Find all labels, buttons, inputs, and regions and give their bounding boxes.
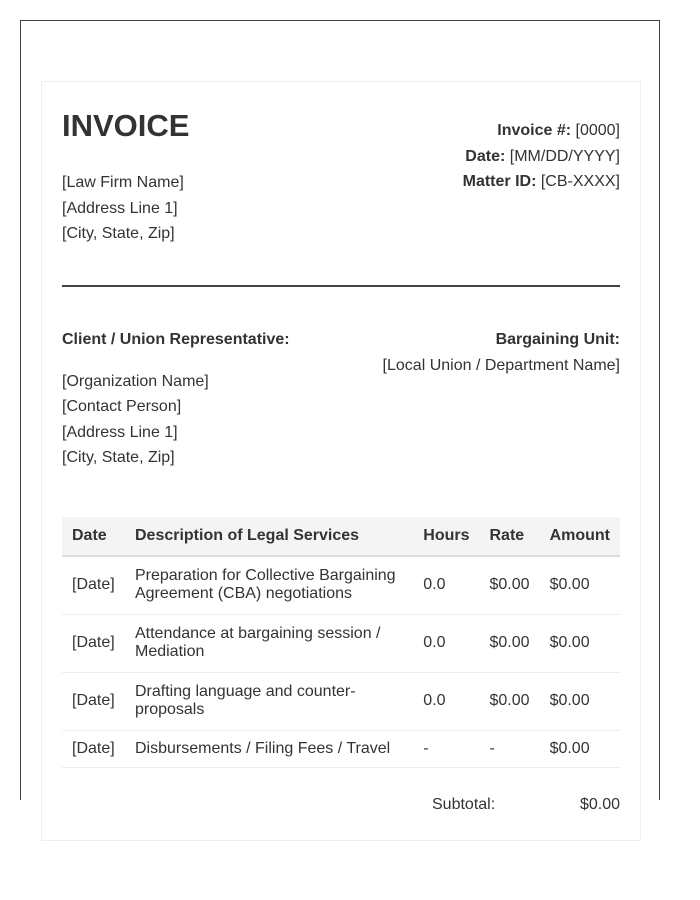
client-label: Client / Union Representative: [62,330,290,348]
firm-name: [Law Firm Name] [62,174,184,191]
row-rate: $0.00 [480,614,540,672]
table-row [62,614,620,672]
client-organization: [Organization Name] [62,372,209,390]
row-description: Attendance at bargaining session / Mediation [125,614,413,672]
row-rate: $0.00 [480,672,540,730]
header-amount: Amount [540,517,620,556]
row-date: [Date] [62,730,125,767]
bargaining-unit-block [383,327,620,471]
row-hours: - [413,730,479,767]
row-rate: $0.00 [480,556,540,615]
row-description: Preparation for Collective Bargaining Agreement (CBA) negotiations [125,556,413,615]
table-row [62,672,620,730]
row-description: Disbursements / Filing Fees / Travel [125,730,413,767]
subtotal-value: $0.00 [580,795,621,813]
invoice-date [463,144,620,170]
firm-city-state-zip: [City, State, Zip] [62,225,175,242]
row-amount: $0.00 [540,672,620,730]
services-table [62,517,620,768]
firm-address-line-1: [Address Line 1] [62,199,178,217]
table-header-row [62,517,620,556]
header-date: Date [62,517,125,556]
row-hours: 0.0 [413,556,479,615]
page-frame [20,20,660,813]
invoice-date-label: Date: [465,147,506,165]
row-hours: 0.0 [413,672,479,730]
table-row [62,556,620,615]
invoice-date-value: [MM/DD/YYYY] [509,147,620,165]
matter-id [463,169,620,195]
client-address-line-1: [Address Line 1] [62,423,178,441]
invoice-title: INVOICE [62,108,190,143]
invoice-number-value: [0000] [575,122,620,139]
invoice-sheet [41,81,641,841]
row-amount: $0.00 [540,730,620,767]
bargaining-unit-label: Bargaining Unit: [495,330,620,348]
row-date: [Date] [62,614,125,672]
subtotal-label: Subtotal: [432,795,496,813]
row-amount: $0.00 [540,556,620,615]
client-city-state-zip: [City, State, Zip] [62,449,175,466]
row-date: [Date] [62,672,125,730]
client-block [62,327,290,471]
bargaining-unit-value: [Local Union / Department Name] [382,356,620,374]
row-description: Drafting language and counter-proposals [125,672,413,730]
table-row [62,730,620,767]
invoice-meta [463,118,620,195]
subtotal-row [62,796,620,814]
invoice-number [463,118,620,144]
header-divider [62,285,620,287]
header-rate: Rate [480,517,540,556]
row-amount: $0.00 [540,614,620,672]
matter-id-label: Matter ID: [462,173,537,190]
client-section [62,327,620,471]
invoice-header [62,106,620,247]
matter-id-value: [CB-XXXX] [540,173,620,190]
header-description: Description of Legal Services [125,517,413,556]
firm-block [62,106,189,247]
row-hours: 0.0 [413,614,479,672]
invoice-number-label: Invoice #: [497,122,572,139]
row-date: [Date] [62,556,125,615]
header-hours: Hours [413,517,479,556]
row-rate: - [480,730,540,767]
client-contact: [Contact Person] [62,398,182,415]
